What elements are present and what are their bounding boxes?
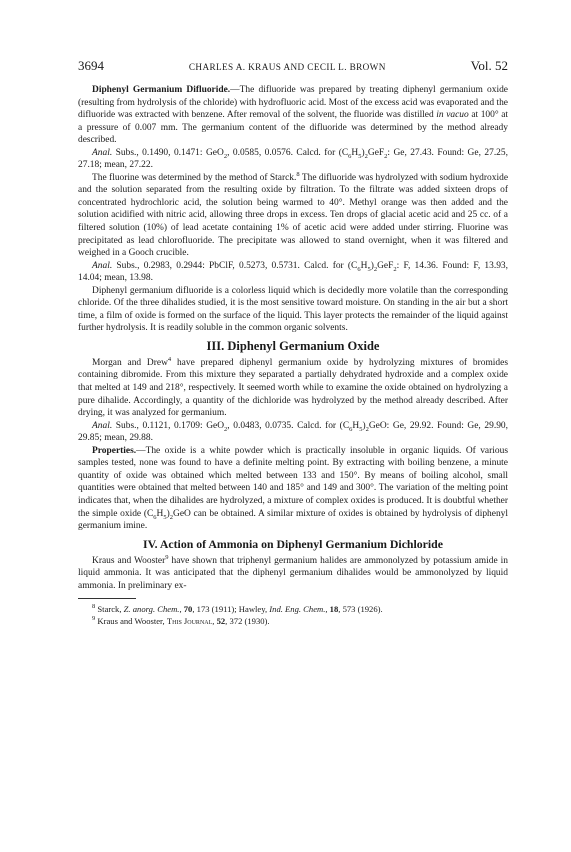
run-in-heading-properties: Properties.	[92, 445, 137, 456]
footnote-9: $^9$ Kraus and Wooster, This Journal, 52, 372 (1930).	[92, 615, 270, 627]
footnote-ref-9: 9	[165, 553, 169, 561]
page-number: 3694	[78, 58, 104, 73]
anal-label: Anal.	[92, 420, 113, 431]
paragraph-oxide-properties: Properties.—The oxide is a white powder which is practically insoluble in organic liquids. Of various samples tested, none was found to have a definite melting point. By extracting with boiling benzene, a minute quantity of oxide was obtained which melted between 133 and 150°. By means of boiling alcohol, small quantities were obtained that melted between 140 and 185° and 149 and 300°. The variation of the melting point indicates that, when the dihalides are hydrolyzed, a mixture of complex oxides is produced. It is doubtful whether the simple oxide $(C_6H_5)_2GeO$ can be obtained. A similar mixture of oxides is obtained by hydrolysis of diphenyl germanium imine.	[78, 445, 508, 532]
anal-label: Anal.	[92, 260, 113, 271]
running-authors: CHARLES A. KRAUS AND CECIL L. BROWN	[188, 62, 386, 72]
analysis-difluoride-fluorine: Anal. Subs., 0.2983, 0.2944: PbClF, 0.5273, 0.5731. Calcd. for $(C_6H_5)_2GeF_2$: F, 14.36. Found: F, 13.93, 14.04; mean, 13.98.	[78, 260, 508, 284]
journal-page	[78, 58, 508, 627]
footnote-ref-8: 8	[296, 170, 300, 178]
running-header	[78, 58, 508, 76]
footnote-divider	[78, 598, 136, 599]
volume-label: Vol. 52	[470, 58, 508, 73]
analysis-difluoride-germanium: Anal. Subs., 0.1490, 0.1471: GeO$_2$, 0.0585, 0.0576. Calcd. for $(C_6H_5)_2GeF_2$: Ge, 27.43. Found: Ge, 27.25, 27.18; mean, 27.22.	[78, 147, 508, 171]
section-heading-ammonia: IV. Action of Ammonia on Diphenyl Germanium Dichloride	[143, 536, 443, 551]
footnote-8: $^8$ Starck, Z. anorg. Chem., 70, 173 (1911); Hawley, Ind. Eng. Chem., 18, 573 (1926).	[92, 603, 383, 615]
anal-label: Anal.	[92, 147, 113, 158]
paragraph-fluorine-method: The fluorine was determined by the method of Starck.$^8$ The difluoride was hydrolyzed with sodium hydroxide and the solution separated from the resulting oxide by filtration. To the filtrate was added sixteen drops of concentrated hydrochloric acid, the solution being warmed to 40°. Methyl orange was then added and the solution acidified with nitric acid, allowing three drops in excess. Ten drops of glacial acetic acid and 25 cc. of a filtered solution (10%) of lead acetate containing 1% of acetic acid were added under stirring. Fluorine was precipitated as lead chlorofluoride. The precipitate was allowed to stand overnight, when it was filtered and weighed in a Gooch crucible.	[78, 170, 509, 259]
paragraph-kraus-wooster: Kraus and Wooster$^9$ have shown that triphenyl germanium halides are ammonolyzed by potassium amide in liquid ammonia. It was anticipated that the diphenyl germanium dihalides would be ammonolyzed by liquid ammonia. In preliminary ex-	[78, 553, 508, 591]
run-in-heading-difluoride: Diphenyl Germanium Difluoride.	[92, 85, 231, 95]
section-heading-oxide: III. Diphenyl Germanium Oxide	[206, 338, 380, 353]
paragraph-difluoride-properties: Diphenyl germanium difluoride is a colorless liquid which is decidedly more volatile than the corresponding chloride. Of the three dihalides studied, it is the most sensitive toward moisture. On standing in the air but a short time, a film of oxide is formed on the surface of the liquid. This layer protects the remainder of the liquid against further hydrolysis. It is readily soluble in the common organic solvents.	[78, 285, 508, 334]
analysis-oxide-germanium: Anal. Subs., 0.1121, 0.1709: GeO$_2$, 0.0483, 0.0735. Calcd. for $(C_6H_5)_2GeO$: Ge, 29.92. Found: Ge, 29.90, 29.85; mean, 29.88.	[78, 420, 508, 444]
paragraph-morgan-drew: Morgan and Drew$^4$ have prepared diphenyl germanium oxide by hydrolyzing mixtures of bromides containing dibromide. From this mixture they separated a partially dehydrated hydroxide and a complex oxide that melted at 149 and 218°, respectively. It seemed worth while to examine the oxide obtained on hydrolyzing a pure dihalide. Accordingly, a quantity of the dichloride was hydrolyzed by the method already described. After drying, it was analyzed for germanium.	[78, 355, 508, 419]
paragraph-difluoride: Diphenyl Germanium Difluoride.—The difluoride was prepared by treating diphenyl germanium oxide (resulting from hydrolysis of the chloride) with hydrofluoric acid. Most of the excess acid was evaporated and the difluoride was extracted with benzene. After removal of the solvent, the fluoride was distilled in vacuo at 100° at a pressure of 0.007 mm. The germanium content of the difluoride was determined by the method already described.	[78, 85, 509, 146]
footnote-ref-4: 4	[167, 355, 172, 363]
